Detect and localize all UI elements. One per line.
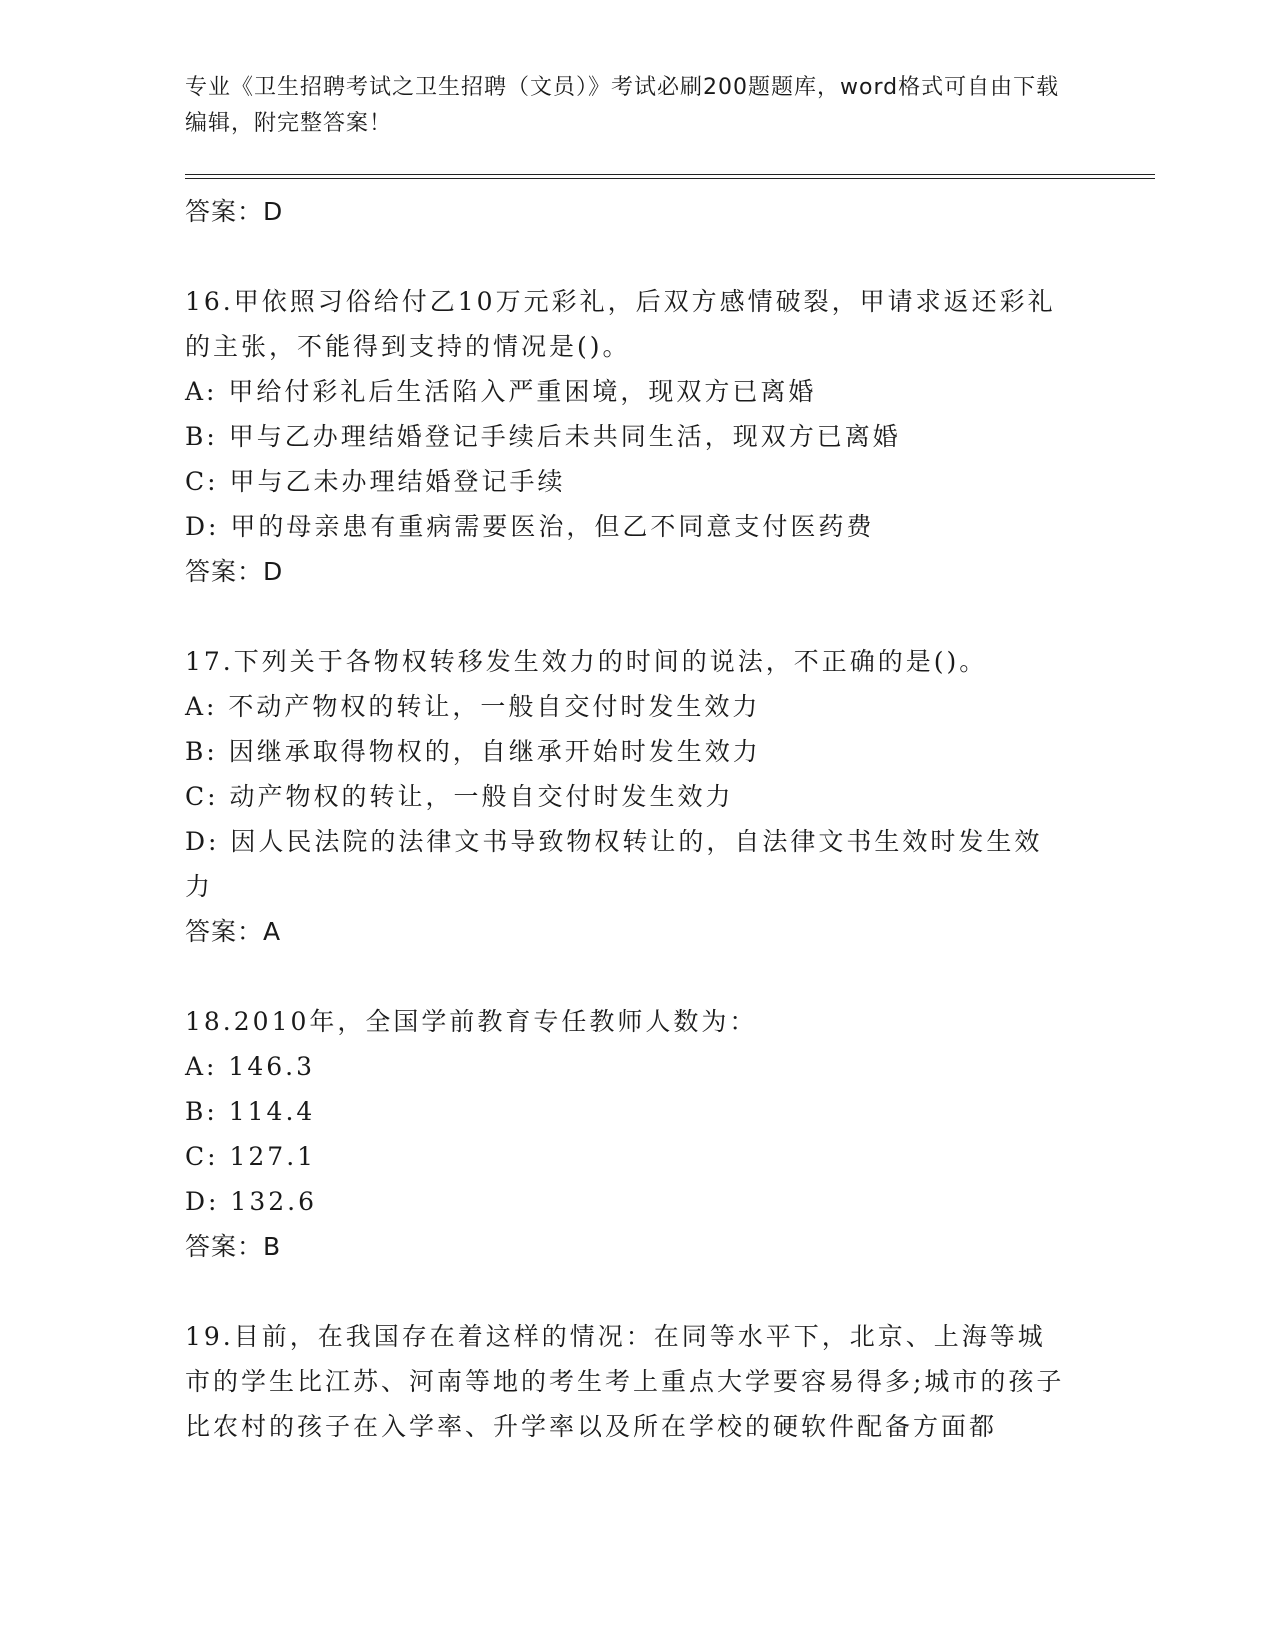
option-a: A: 不动产物权的转让，一般自交付时发生效力 xyxy=(185,692,761,721)
option-c: C: 动产物权的转让，一般自交付时发生效力 xyxy=(185,782,734,811)
option-d: D: 甲的母亲患有重病需要医治，但乙不同意支付医药费 xyxy=(185,512,875,541)
header-divider xyxy=(185,174,1155,179)
option-d: D: 因人民法院的法律文书导致物权转让的，自法律文书生效时发生效力 xyxy=(185,827,1043,901)
document-header: 专业《卫生招聘考试之卫生招聘（文员）》考试必刷200题题库，word格式可自由下载编辑，附完整答案！ xyxy=(185,75,1060,136)
option-a: A: 146.3 xyxy=(185,1052,315,1081)
option-d: D: 132.6 xyxy=(185,1187,317,1216)
question-text: 16.甲依照习俗给付乙10万元彩礼，后双方感情破裂，甲请求返还彩礼的主张，不能得到支持的情况是()。 xyxy=(185,287,1056,361)
question-18 xyxy=(185,999,1155,1269)
option-b: B: 114.4 xyxy=(185,1097,316,1126)
option-b: B: 因继承取得物权的，自继承开始时发生效力 xyxy=(185,737,761,766)
option-a: A: 甲给付彩礼后生活陷入严重困境，现双方已离婚 xyxy=(185,377,817,406)
question-16 xyxy=(185,279,1155,594)
option-b: B: 甲与乙办理结婚登记手续后未共同生活，现双方已离婚 xyxy=(185,422,901,451)
option-c: C: 127.1 xyxy=(185,1142,317,1171)
answer: 答案：B xyxy=(185,1232,282,1261)
question-17 xyxy=(185,639,1155,954)
question-text: 19.目前，在我国存在着这样的情况：在同等水平下，北京、上海等城市的学生比江苏、河南等地的考生考上重点大学要容易得多;城市的孩子比农村的孩子在入学率、升学率以及所在学校的硬软件配备方面都 xyxy=(185,1322,1065,1441)
question-text: 18.2010年，全国学前教育专任教师人数为： xyxy=(185,1007,758,1036)
option-c: C: 甲与乙未办理结婚登记手续 xyxy=(185,467,566,496)
question-19 xyxy=(185,1314,1155,1449)
answer: 答案：A xyxy=(185,917,282,946)
document-page xyxy=(185,70,1155,1449)
previous-answer: 答案：D xyxy=(185,197,284,226)
answer: 答案：D xyxy=(185,557,284,586)
question-text: 17.下列关于各物权转移发生效力的时间的说法，不正确的是()。 xyxy=(185,647,988,676)
